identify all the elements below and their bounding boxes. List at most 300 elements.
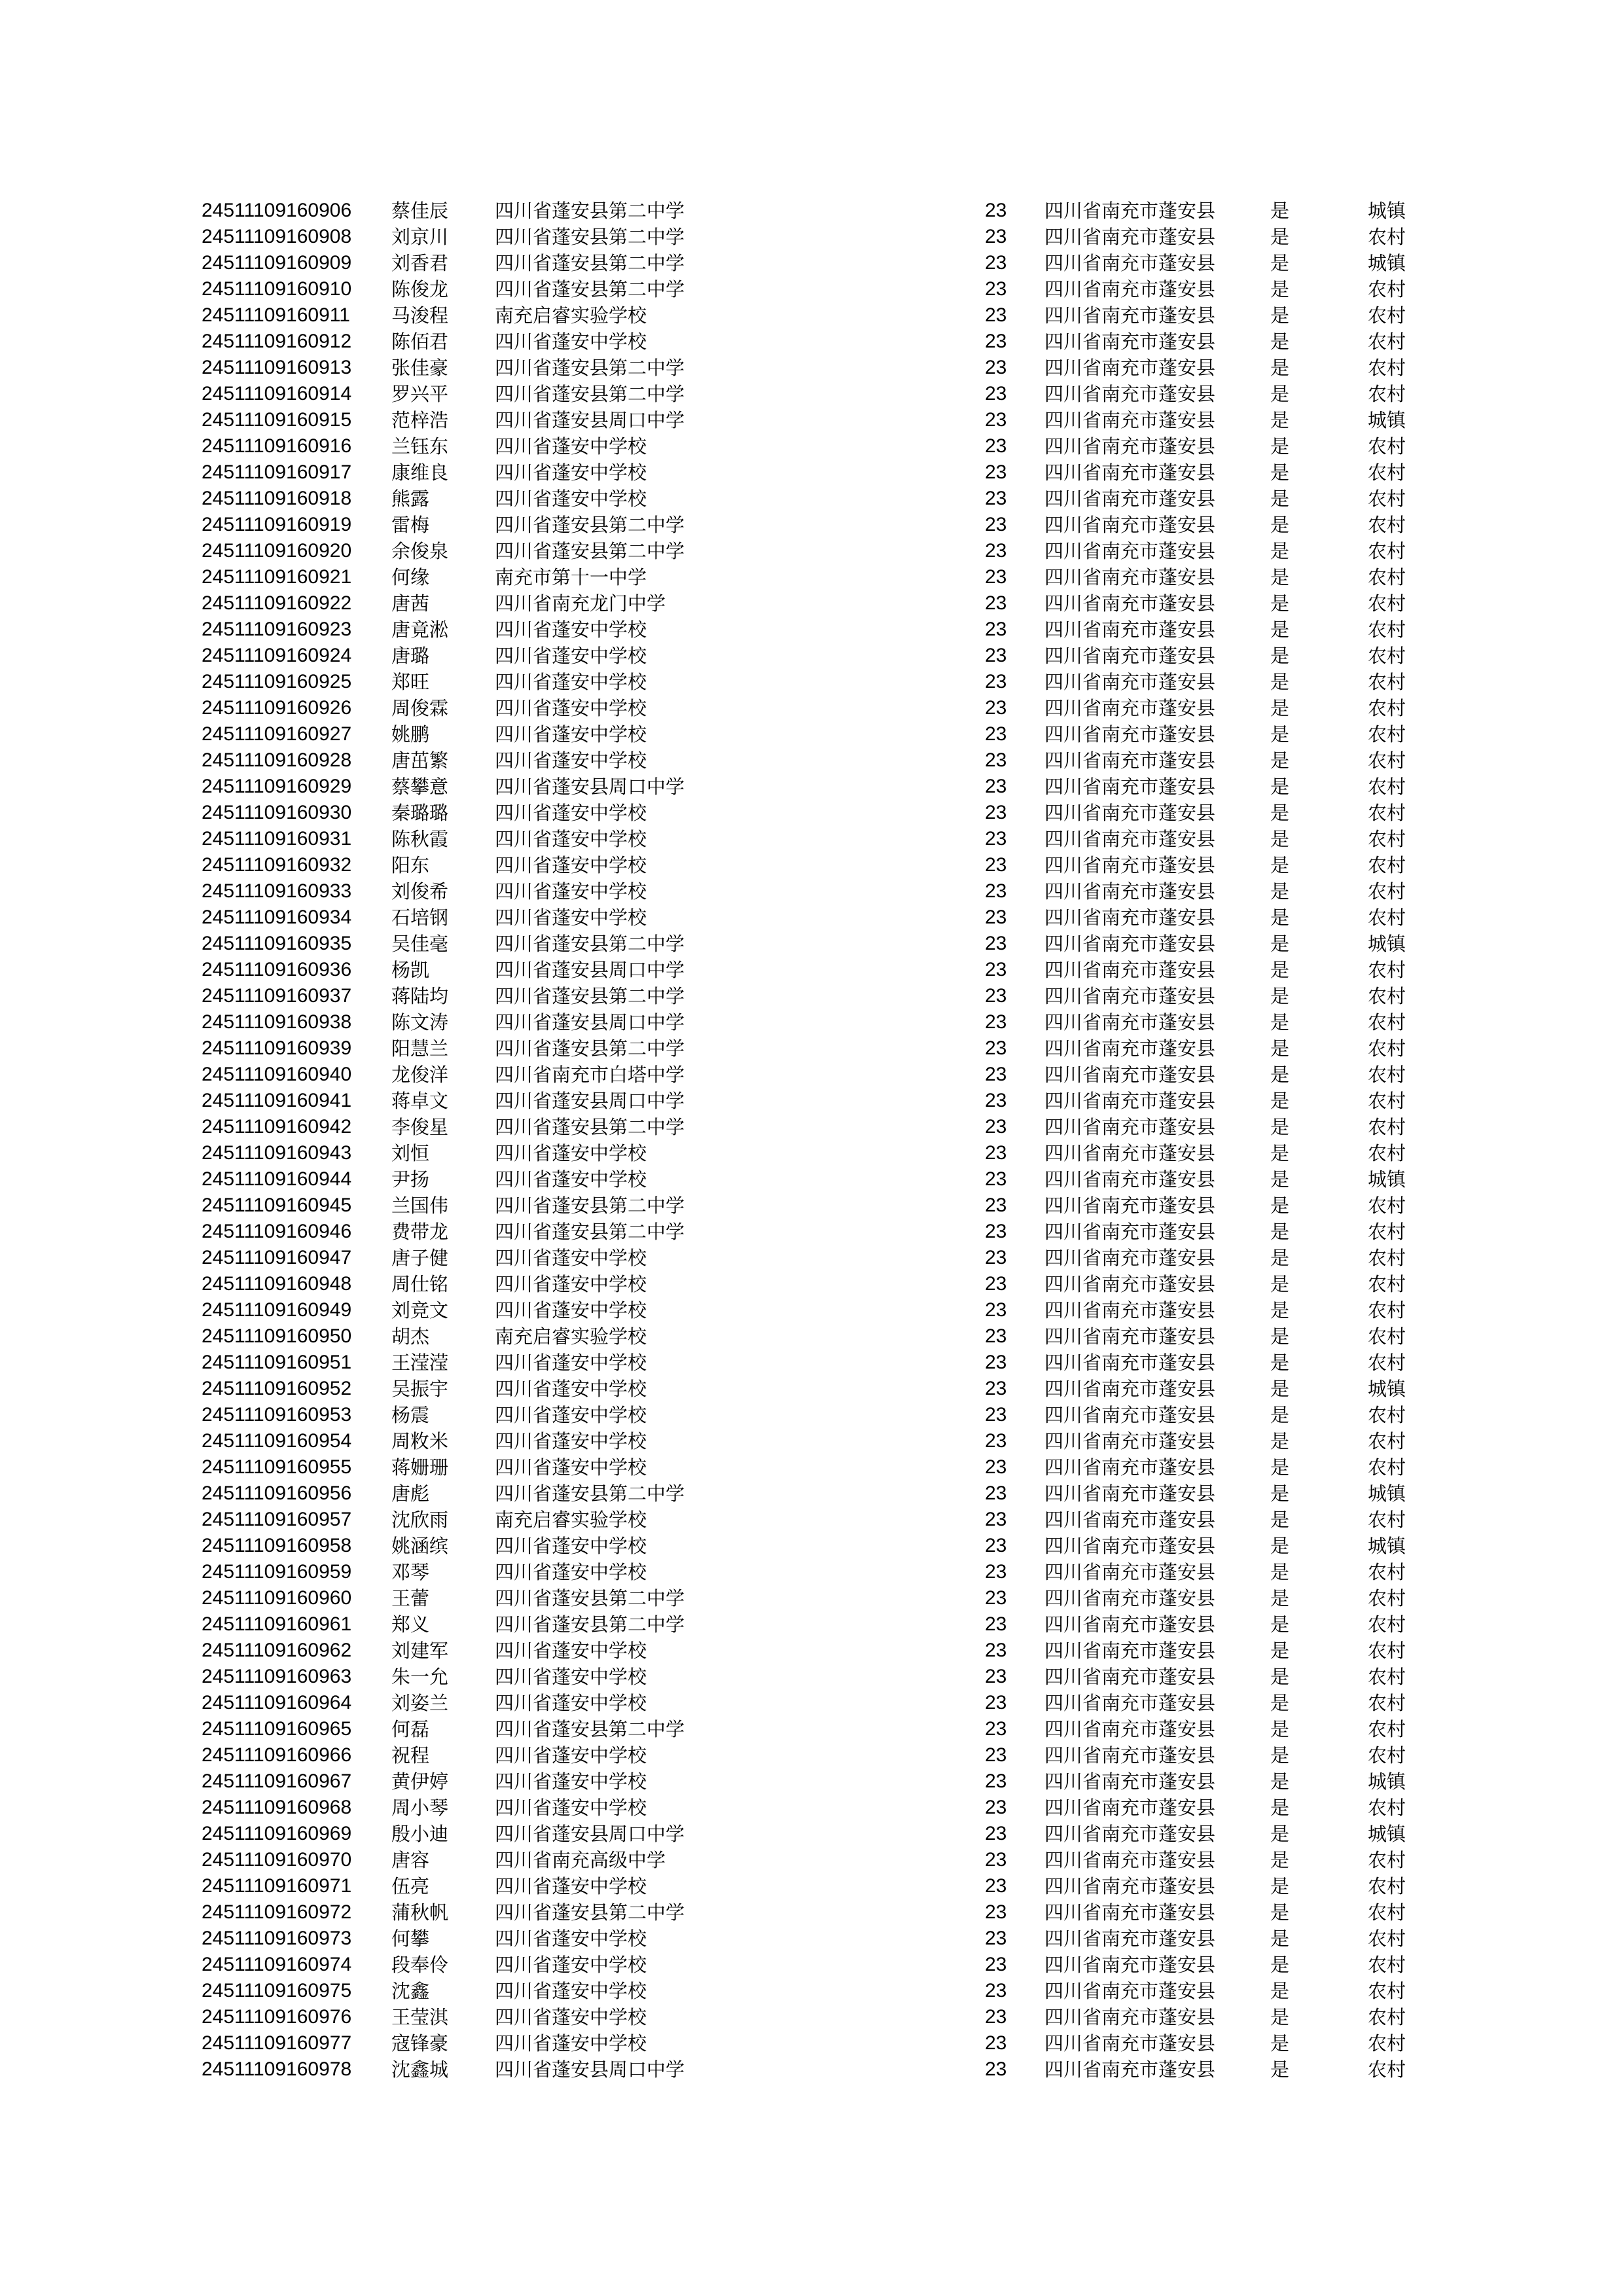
code-cell: 23 xyxy=(985,461,1007,483)
code-cell: 23 xyxy=(985,200,1007,221)
student-name-cell: 刘竞文 xyxy=(391,1299,449,1321)
flag-cell: 是 xyxy=(1270,1980,1290,2002)
residence-type-cell: 农村 xyxy=(1368,1273,1406,1295)
residence-type-cell: 城镇 xyxy=(1368,200,1406,222)
table-row xyxy=(202,1350,1445,1376)
residence-type-cell: 城镇 xyxy=(1368,1823,1406,1845)
table-row xyxy=(202,2030,1445,2056)
candidate-id-cell: 24511109160916 xyxy=(202,435,352,457)
candidate-id-cell: 24511109160936 xyxy=(202,959,352,980)
student-name-cell: 何磊 xyxy=(391,1718,430,1740)
region-cell: 四川省南充市蓬安县 xyxy=(1044,802,1216,824)
school-cell: 四川省蓬安县周口中学 xyxy=(495,776,685,798)
code-cell: 23 xyxy=(985,1430,1007,1452)
region-cell: 四川省南充市蓬安县 xyxy=(1044,304,1216,327)
school-cell: 四川省蓬安中学校 xyxy=(495,1273,647,1295)
table-row xyxy=(202,1768,1445,1795)
flag-cell: 是 xyxy=(1270,1823,1290,1845)
code-cell: 23 xyxy=(985,488,1007,509)
student-name-cell: 吴振宇 xyxy=(391,1378,449,1400)
table-row xyxy=(202,407,1445,433)
candidate-id-cell: 24511109160942 xyxy=(202,1116,352,1138)
region-cell: 四川省南充市蓬安县 xyxy=(1044,1901,1216,1924)
code-cell: 23 xyxy=(985,1090,1007,1111)
residence-type-cell: 农村 xyxy=(1368,304,1406,327)
candidate-id-cell: 24511109160956 xyxy=(202,1482,352,1504)
school-cell: 四川省蓬安中学校 xyxy=(495,880,647,903)
region-cell: 四川省南充市蓬安县 xyxy=(1044,776,1216,798)
candidate-id-cell: 24511109160930 xyxy=(202,802,352,823)
region-cell: 四川省南充市蓬安县 xyxy=(1044,331,1216,353)
flag-cell: 是 xyxy=(1270,1901,1290,1924)
student-name-cell: 熊露 xyxy=(391,488,430,510)
flag-cell: 是 xyxy=(1270,1875,1290,1897)
table-row xyxy=(202,1533,1445,1559)
student-name-cell: 陈文涛 xyxy=(391,1011,449,1033)
residence-type-cell: 农村 xyxy=(1368,619,1406,641)
residence-type-cell: 农村 xyxy=(1368,1849,1406,1871)
region-cell: 四川省南充市蓬安县 xyxy=(1044,540,1216,562)
code-cell: 23 xyxy=(985,985,1007,1007)
residence-type-cell: 农村 xyxy=(1368,959,1406,981)
residence-type-cell: 农村 xyxy=(1368,1247,1406,1269)
student-name-cell: 阳慧兰 xyxy=(391,1037,449,1060)
residence-type-cell: 农村 xyxy=(1368,1640,1406,1662)
school-cell: 四川省蓬安县第二中学 xyxy=(495,514,685,536)
school-cell: 四川省南充高级中学 xyxy=(495,1849,666,1871)
region-cell: 四川省南充市蓬安县 xyxy=(1044,1325,1216,1348)
table-row xyxy=(202,931,1445,957)
code-cell: 23 xyxy=(985,1823,1007,1844)
flag-cell: 是 xyxy=(1270,1299,1290,1321)
school-cell: 四川省蓬安县第二中学 xyxy=(495,1037,685,1060)
region-cell: 四川省南充市蓬安县 xyxy=(1044,1168,1216,1191)
candidate-id-cell: 24511109160960 xyxy=(202,1587,352,1609)
school-cell: 四川省蓬安中学校 xyxy=(495,1692,647,1714)
residence-type-cell: 农村 xyxy=(1368,488,1406,510)
code-cell: 23 xyxy=(985,1849,1007,1871)
region-cell: 四川省南充市蓬安县 xyxy=(1044,854,1216,876)
region-cell: 四川省南充市蓬安县 xyxy=(1044,1273,1216,1295)
code-cell: 23 xyxy=(985,802,1007,823)
code-cell: 23 xyxy=(985,1718,1007,1740)
school-cell: 四川省蓬安中学校 xyxy=(495,1640,647,1662)
code-cell: 23 xyxy=(985,2006,1007,2028)
student-name-cell: 杨凯 xyxy=(391,959,430,981)
flag-cell: 是 xyxy=(1270,645,1290,667)
residence-type-cell: 农村 xyxy=(1368,2006,1406,2028)
residence-type-cell: 农村 xyxy=(1368,1430,1406,1452)
school-cell: 四川省蓬安中学校 xyxy=(495,331,647,353)
table-row xyxy=(202,329,1445,355)
table-row xyxy=(202,250,1445,276)
candidate-id-cell: 24511109160963 xyxy=(202,1666,352,1687)
flag-cell: 是 xyxy=(1270,697,1290,719)
candidate-id-cell: 24511109160910 xyxy=(202,278,352,300)
code-cell: 23 xyxy=(985,723,1007,745)
table-row xyxy=(202,1507,1445,1533)
residence-type-cell: 农村 xyxy=(1368,1561,1406,1583)
code-cell: 23 xyxy=(985,619,1007,640)
residence-type-cell: 农村 xyxy=(1368,854,1406,876)
region-cell: 四川省南充市蓬安县 xyxy=(1044,1090,1216,1112)
school-cell: 四川省蓬安县周口中学 xyxy=(495,959,685,981)
candidate-id-cell: 24511109160972 xyxy=(202,1901,352,1923)
region-cell: 四川省南充市蓬安县 xyxy=(1044,488,1216,510)
residence-type-cell: 农村 xyxy=(1368,514,1406,536)
residence-type-cell: 农村 xyxy=(1368,697,1406,719)
student-name-cell: 刘香君 xyxy=(391,252,449,274)
table-row xyxy=(202,1480,1445,1507)
region-cell: 四川省南充市蓬安县 xyxy=(1044,1954,1216,1976)
student-name-cell: 郑旺 xyxy=(391,671,430,693)
flag-cell: 是 xyxy=(1270,933,1290,955)
region-cell: 四川省南充市蓬安县 xyxy=(1044,1744,1216,1767)
candidate-id-cell: 24511109160947 xyxy=(202,1247,352,1268)
region-cell: 四川省南充市蓬安县 xyxy=(1044,1666,1216,1688)
code-cell: 23 xyxy=(985,2032,1007,2054)
school-cell: 四川省蓬安县第二中学 xyxy=(495,278,685,300)
table-row xyxy=(202,1088,1445,1114)
flag-cell: 是 xyxy=(1270,1378,1290,1400)
table-row xyxy=(202,1271,1445,1297)
student-name-cell: 尹扬 xyxy=(391,1168,430,1191)
school-cell: 四川省蓬安县第二中学 xyxy=(495,1587,685,1609)
flag-cell: 是 xyxy=(1270,1064,1290,1086)
table-row xyxy=(202,1454,1445,1480)
table-row xyxy=(202,1716,1445,1742)
flag-cell: 是 xyxy=(1270,776,1290,798)
school-cell: 四川省蓬安中学校 xyxy=(495,1168,647,1191)
region-cell: 四川省南充市蓬安县 xyxy=(1044,1430,1216,1452)
student-name-cell: 陈秋霞 xyxy=(391,828,449,850)
student-name-cell: 阳东 xyxy=(391,854,430,876)
student-name-cell: 刘恒 xyxy=(391,1142,430,1164)
table-row xyxy=(202,1062,1445,1088)
school-cell: 四川省南充龙门中学 xyxy=(495,592,666,615)
student-name-cell: 龙俊洋 xyxy=(391,1064,449,1086)
code-cell: 23 xyxy=(985,1613,1007,1635)
student-name-cell: 余俊泉 xyxy=(391,540,449,562)
region-cell: 四川省南充市蓬安县 xyxy=(1044,2032,1216,2054)
school-cell: 四川省蓬安县第二中学 xyxy=(495,1194,685,1217)
flag-cell: 是 xyxy=(1270,1613,1290,1636)
region-cell: 四川省南充市蓬安县 xyxy=(1044,906,1216,929)
candidate-id-cell: 24511109160914 xyxy=(202,383,352,404)
student-name-cell: 杨震 xyxy=(391,1404,430,1426)
candidate-id-cell: 24511109160948 xyxy=(202,1273,352,1295)
candidate-id-cell: 24511109160973 xyxy=(202,1928,352,1949)
candidate-id-cell: 24511109160911 xyxy=(202,304,350,326)
school-cell: 四川省蓬安中学校 xyxy=(495,1404,647,1426)
code-cell: 23 xyxy=(985,1954,1007,1975)
table-row xyxy=(202,2004,1445,2030)
flag-cell: 是 xyxy=(1270,1456,1290,1479)
code-cell: 23 xyxy=(985,383,1007,404)
residence-type-cell: 农村 xyxy=(1368,1325,1406,1348)
flag-cell: 是 xyxy=(1270,226,1290,248)
school-cell: 四川省蓬安中学校 xyxy=(495,1561,647,1583)
school-cell: 四川省蓬安县第二中学 xyxy=(495,1613,685,1636)
candidate-id-cell: 24511109160978 xyxy=(202,2058,352,2080)
residence-type-cell: 农村 xyxy=(1368,1666,1406,1688)
table-row xyxy=(202,983,1445,1009)
residence-type-cell: 城镇 xyxy=(1368,1378,1406,1400)
code-cell: 23 xyxy=(985,1692,1007,1713)
table-row xyxy=(202,433,1445,459)
candidate-id-cell: 24511109160977 xyxy=(202,2032,352,2054)
code-cell: 23 xyxy=(985,1168,1007,1190)
candidate-id-cell: 24511109160913 xyxy=(202,357,352,378)
student-name-cell: 朱一允 xyxy=(391,1666,449,1688)
region-cell: 四川省南充市蓬安县 xyxy=(1044,1535,1216,1557)
residence-type-cell: 农村 xyxy=(1368,906,1406,929)
region-cell: 四川省南充市蓬安县 xyxy=(1044,619,1216,641)
code-cell: 23 xyxy=(985,1378,1007,1399)
code-cell: 23 xyxy=(985,959,1007,980)
region-cell: 四川省南充市蓬安县 xyxy=(1044,749,1216,772)
candidate-id-cell: 24511109160939 xyxy=(202,1037,352,1059)
region-cell: 四川省南充市蓬安县 xyxy=(1044,1194,1216,1217)
residence-type-cell: 城镇 xyxy=(1368,1482,1406,1505)
school-cell: 四川省蓬安中学校 xyxy=(495,645,647,667)
region-cell: 四川省南充市蓬安县 xyxy=(1044,1011,1216,1033)
table-row xyxy=(202,1899,1445,1926)
student-name-cell: 秦璐璐 xyxy=(391,802,449,824)
student-name-cell: 蔡攀意 xyxy=(391,776,449,798)
candidate-id-cell: 24511109160946 xyxy=(202,1221,352,1242)
flag-cell: 是 xyxy=(1270,1404,1290,1426)
school-cell: 四川省蓬安县第二中学 xyxy=(495,1116,685,1138)
data-table xyxy=(202,198,1445,2083)
code-cell: 23 xyxy=(985,435,1007,457)
candidate-id-cell: 24511109160958 xyxy=(202,1535,352,1556)
flag-cell: 是 xyxy=(1270,2006,1290,2028)
residence-type-cell: 农村 xyxy=(1368,1090,1406,1112)
region-cell: 四川省南充市蓬安县 xyxy=(1044,1875,1216,1897)
residence-type-cell: 农村 xyxy=(1368,331,1406,353)
candidate-id-cell: 24511109160919 xyxy=(202,514,352,535)
region-cell: 四川省南充市蓬安县 xyxy=(1044,933,1216,955)
residence-type-cell: 城镇 xyxy=(1368,1535,1406,1557)
school-cell: 四川省蓬安县周口中学 xyxy=(495,1090,685,1112)
table-row xyxy=(202,590,1445,617)
candidate-id-cell: 24511109160937 xyxy=(202,985,352,1007)
residence-type-cell: 农村 xyxy=(1368,1404,1406,1426)
residence-type-cell: 农村 xyxy=(1368,1509,1406,1531)
candidate-id-cell: 24511109160912 xyxy=(202,331,352,352)
student-name-cell: 沈鑫 xyxy=(391,1980,430,2002)
candidate-id-cell: 24511109160949 xyxy=(202,1299,352,1321)
residence-type-cell: 农村 xyxy=(1368,540,1406,562)
candidate-id-cell: 24511109160926 xyxy=(202,697,352,719)
candidate-id-cell: 24511109160966 xyxy=(202,1744,352,1766)
flag-cell: 是 xyxy=(1270,540,1290,562)
school-cell: 四川省蓬安中学校 xyxy=(495,1352,647,1374)
table-row xyxy=(202,1952,1445,1978)
school-cell: 四川省蓬安中学校 xyxy=(495,697,647,719)
code-cell: 23 xyxy=(985,933,1007,954)
candidate-id-cell: 24511109160933 xyxy=(202,880,352,902)
student-name-cell: 姚鹏 xyxy=(391,723,430,745)
student-name-cell: 康维良 xyxy=(391,461,449,484)
table-row xyxy=(202,1323,1445,1350)
code-cell: 23 xyxy=(985,409,1007,431)
candidate-id-cell: 24511109160955 xyxy=(202,1456,352,1478)
school-cell: 四川省蓬安中学校 xyxy=(495,1928,647,1950)
flag-cell: 是 xyxy=(1270,1273,1290,1295)
code-cell: 23 xyxy=(985,1404,1007,1426)
code-cell: 23 xyxy=(985,278,1007,300)
code-cell: 23 xyxy=(985,1509,1007,1530)
candidate-id-cell: 24511109160931 xyxy=(202,828,352,850)
school-cell: 四川省蓬安中学校 xyxy=(495,1744,647,1767)
region-cell: 四川省南充市蓬安县 xyxy=(1044,1561,1216,1583)
student-name-cell: 刘京川 xyxy=(391,226,449,248)
region-cell: 四川省南充市蓬安县 xyxy=(1044,200,1216,222)
candidate-id-cell: 24511109160968 xyxy=(202,1797,352,1818)
candidate-id-cell: 24511109160976 xyxy=(202,2006,352,2028)
residence-type-cell: 农村 xyxy=(1368,226,1406,248)
school-cell: 四川省蓬安中学校 xyxy=(495,1797,647,1819)
candidate-id-cell: 24511109160929 xyxy=(202,776,352,797)
school-cell: 四川省蓬安县第二中学 xyxy=(495,540,685,562)
candidate-id-cell: 24511109160935 xyxy=(202,933,352,954)
school-cell: 四川省蓬安县第二中学 xyxy=(495,1482,685,1505)
candidate-id-cell: 24511109160943 xyxy=(202,1142,352,1164)
table-row xyxy=(202,224,1445,250)
table-row xyxy=(202,1402,1445,1428)
student-name-cell: 陈俊龙 xyxy=(391,278,449,300)
table-row xyxy=(202,302,1445,329)
flag-cell: 是 xyxy=(1270,671,1290,693)
table-row xyxy=(202,1166,1445,1193)
region-cell: 四川省南充市蓬安县 xyxy=(1044,1456,1216,1479)
table-row xyxy=(202,538,1445,564)
flag-cell: 是 xyxy=(1270,1744,1290,1767)
table-row xyxy=(202,1009,1445,1035)
table-row xyxy=(202,747,1445,774)
school-cell: 四川省蓬安县周口中学 xyxy=(495,1011,685,1033)
code-cell: 23 xyxy=(985,906,1007,928)
school-cell: 四川省蓬安中学校 xyxy=(495,1299,647,1321)
code-cell: 23 xyxy=(985,1037,1007,1059)
candidate-id-cell: 24511109160971 xyxy=(202,1875,352,1897)
candidate-id-cell: 24511109160975 xyxy=(202,1980,352,2001)
student-name-cell: 沈鑫城 xyxy=(391,2058,449,2081)
table-row xyxy=(202,1035,1445,1062)
code-cell: 23 xyxy=(985,331,1007,352)
table-row xyxy=(202,1114,1445,1140)
table-row xyxy=(202,1873,1445,1899)
code-cell: 23 xyxy=(985,566,1007,588)
student-name-cell: 王蕾 xyxy=(391,1587,430,1609)
school-cell: 四川省蓬安中学校 xyxy=(495,671,647,693)
table-row xyxy=(202,1847,1445,1873)
student-name-cell: 蒋姗珊 xyxy=(391,1456,449,1479)
code-cell: 23 xyxy=(985,1352,1007,1373)
residence-type-cell: 农村 xyxy=(1368,985,1406,1007)
residence-type-cell: 农村 xyxy=(1368,357,1406,379)
table-row xyxy=(202,276,1445,302)
residence-type-cell: 城镇 xyxy=(1368,933,1406,955)
code-cell: 23 xyxy=(985,1928,1007,1949)
residence-type-cell: 农村 xyxy=(1368,461,1406,484)
school-cell: 四川省蓬安县周口中学 xyxy=(495,1823,685,1845)
table-row xyxy=(202,1219,1445,1245)
code-cell: 23 xyxy=(985,592,1007,614)
code-cell: 23 xyxy=(985,1064,1007,1085)
student-name-cell: 黄伊婷 xyxy=(391,1770,449,1793)
school-cell: 南充市第十一中学 xyxy=(495,566,647,588)
candidate-id-cell: 24511109160945 xyxy=(202,1194,352,1216)
region-cell: 四川省南充市蓬安县 xyxy=(1044,435,1216,457)
candidate-id-cell: 24511109160957 xyxy=(202,1509,352,1530)
candidate-id-cell: 24511109160974 xyxy=(202,1954,352,1975)
code-cell: 23 xyxy=(985,2058,1007,2080)
residence-type-cell: 农村 xyxy=(1368,278,1406,300)
student-name-cell: 周俊霖 xyxy=(391,697,449,719)
table-row xyxy=(202,1193,1445,1219)
candidate-id-cell: 24511109160970 xyxy=(202,1849,352,1871)
flag-cell: 是 xyxy=(1270,1587,1290,1609)
residence-type-cell: 农村 xyxy=(1368,1875,1406,1897)
student-name-cell: 殷小迪 xyxy=(391,1823,449,1845)
flag-cell: 是 xyxy=(1270,802,1290,824)
region-cell: 四川省南充市蓬安县 xyxy=(1044,1509,1216,1531)
student-name-cell: 王滢滢 xyxy=(391,1352,449,1374)
student-name-cell: 周敉米 xyxy=(391,1430,449,1452)
flag-cell: 是 xyxy=(1270,854,1290,876)
residence-type-cell: 农村 xyxy=(1368,435,1406,457)
code-cell: 23 xyxy=(985,304,1007,326)
residence-type-cell: 农村 xyxy=(1368,1692,1406,1714)
code-cell: 23 xyxy=(985,1770,1007,1792)
candidate-id-cell: 24511109160962 xyxy=(202,1640,352,1661)
residence-type-cell: 农村 xyxy=(1368,1194,1406,1217)
flag-cell: 是 xyxy=(1270,331,1290,353)
table-row xyxy=(202,852,1445,878)
candidate-id-cell: 24511109160908 xyxy=(202,226,352,247)
region-cell: 四川省南充市蓬安县 xyxy=(1044,514,1216,536)
school-cell: 四川省蓬安县第二中学 xyxy=(495,357,685,379)
school-cell: 南充启睿实验学校 xyxy=(495,304,647,327)
student-name-cell: 何攀 xyxy=(391,1928,430,1950)
residence-type-cell: 农村 xyxy=(1368,723,1406,745)
region-cell: 四川省南充市蓬安县 xyxy=(1044,1928,1216,1950)
residence-type-cell: 农村 xyxy=(1368,1980,1406,2002)
table-row xyxy=(202,1245,1445,1271)
table-row xyxy=(202,1664,1445,1690)
table-row xyxy=(202,564,1445,590)
student-name-cell: 唐竟淞 xyxy=(391,619,449,641)
code-cell: 23 xyxy=(985,1901,1007,1923)
code-cell: 23 xyxy=(985,1640,1007,1661)
residence-type-cell: 农村 xyxy=(1368,2032,1406,2054)
school-cell: 四川省蓬安中学校 xyxy=(495,1535,647,1557)
candidate-id-cell: 24511109160923 xyxy=(202,619,352,640)
flag-cell: 是 xyxy=(1270,1221,1290,1243)
table-row xyxy=(202,643,1445,669)
student-name-cell: 郑义 xyxy=(391,1613,430,1636)
flag-cell: 是 xyxy=(1270,828,1290,850)
residence-type-cell: 城镇 xyxy=(1368,1770,1406,1793)
student-name-cell: 兰国伟 xyxy=(391,1194,449,1217)
candidate-id-cell: 24511109160952 xyxy=(202,1378,352,1399)
residence-type-cell: 农村 xyxy=(1368,1587,1406,1609)
school-cell: 四川省蓬安中学校 xyxy=(495,1430,647,1452)
table-row xyxy=(202,1821,1445,1847)
